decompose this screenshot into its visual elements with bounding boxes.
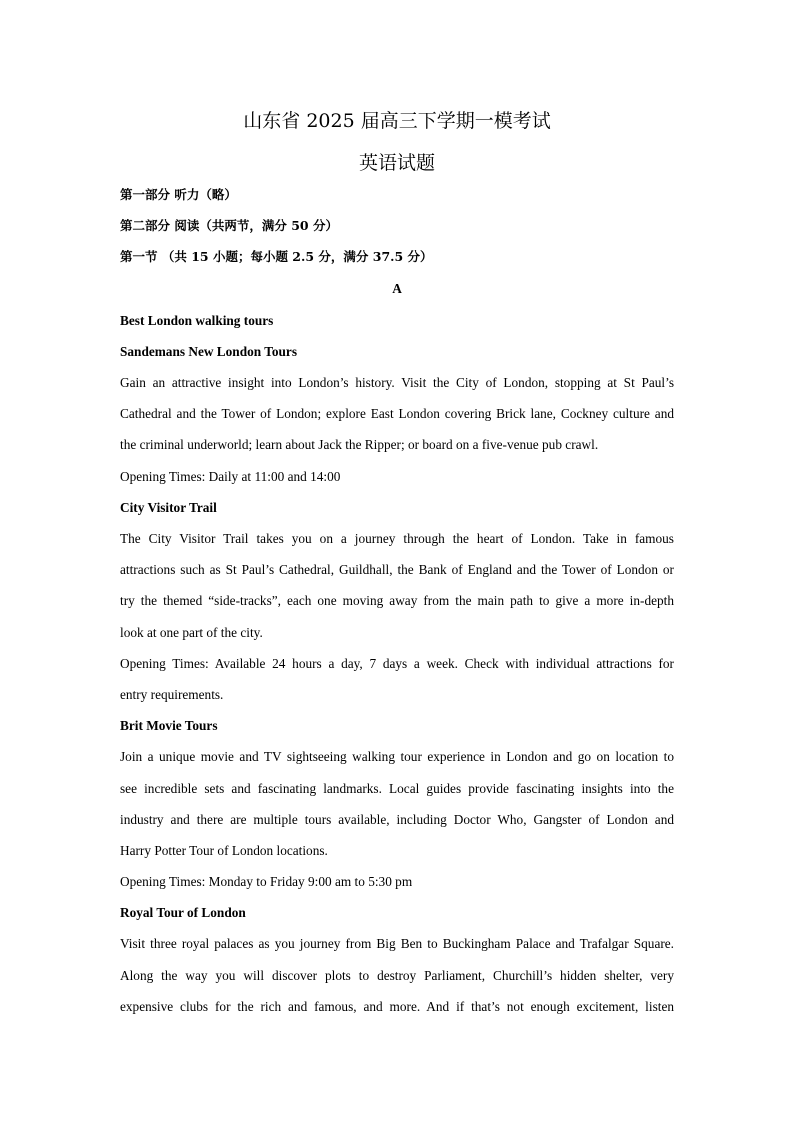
- tour-text-line: The City Visitor Trail takes you on a journey through the heart of London. Take in famous: [120, 531, 674, 546]
- section1-heading: 第一节 （共 15 小题；每小题 2.5 分，满分 37.5 分）: [120, 249, 433, 264]
- tour-text-line: attractions such as St Paul’s Cathedral, Guildhall, the Bank of England and the Tower of London or: [120, 562, 674, 577]
- tour-opening-times: Opening Times: Monday to Friday 9:00 am to 5:30 pm: [120, 874, 413, 889]
- tour-text-line: industry and there are multiple tours available, including Doctor Who, Gangster of London and: [120, 812, 674, 827]
- exam-subtitle: 英语试题: [358, 152, 435, 174]
- tour-opening-times: Opening Times: Available 24 hours a day, 7 days a week. Check with individual attractions for: [120, 656, 674, 671]
- tour-opening-times: Opening Times: Daily at 11:00 and 14:00: [120, 469, 341, 484]
- tour-text-line: Visit three royal palaces as you journey from Big Ben to Buckingham Palace and Trafalgar Square.: [120, 936, 674, 951]
- passage-letter: A: [392, 281, 402, 296]
- tour-text-line: the criminal underworld; learn about Jack the Ripper; or board on a five-venue pub crawl.: [120, 437, 599, 452]
- part1-heading: 第一部分 听力（略）: [120, 187, 237, 202]
- tour-text-line: Harry Potter Tour of London locations.: [120, 843, 328, 858]
- passage-title: Best London walking tours: [120, 313, 274, 328]
- tour-name: Sandemans New London Tours: [120, 344, 297, 359]
- tour-text-line: Along the way you will discover plots to destroy Parliament, Churchill’s hidden shelter, very: [120, 968, 674, 983]
- tour-text-line: look at one part of the city.: [120, 625, 263, 640]
- tour-text-line: try the themed “side-tracks”, each one moving away from the main path to give a more in-depth: [120, 593, 674, 608]
- exam-title: 山东省 2025 届高三下学期一模考试: [243, 110, 551, 132]
- tour-text-line: expensive clubs for the rich and famous, and more. And if that’s not enough excitement, listen: [120, 999, 674, 1014]
- tour-text-line: see incredible sets and fascinating landmarks. Local guides provide fascinating insights into the: [120, 781, 674, 796]
- tour-text-line: Cathedral and the Tower of London; explore East London covering Brick lane, Cockney culture and: [120, 406, 674, 421]
- tour-name: City Visitor Trail: [120, 500, 217, 515]
- tour-opening-times: entry requirements.: [120, 687, 224, 702]
- tour-name: Brit Movie Tours: [120, 718, 218, 733]
- tour-name: Royal Tour of London: [120, 905, 246, 920]
- tour-text-line: Join a unique movie and TV sightseeing walking tour experience in London and go on location to: [120, 749, 674, 764]
- tour-text-line: Gain an attractive insight into London’s history. Visit the City of London, stopping at St Paul’s: [120, 375, 674, 390]
- part2-heading: 第二部分 阅读（共两节，满分 50 分）: [120, 218, 338, 233]
